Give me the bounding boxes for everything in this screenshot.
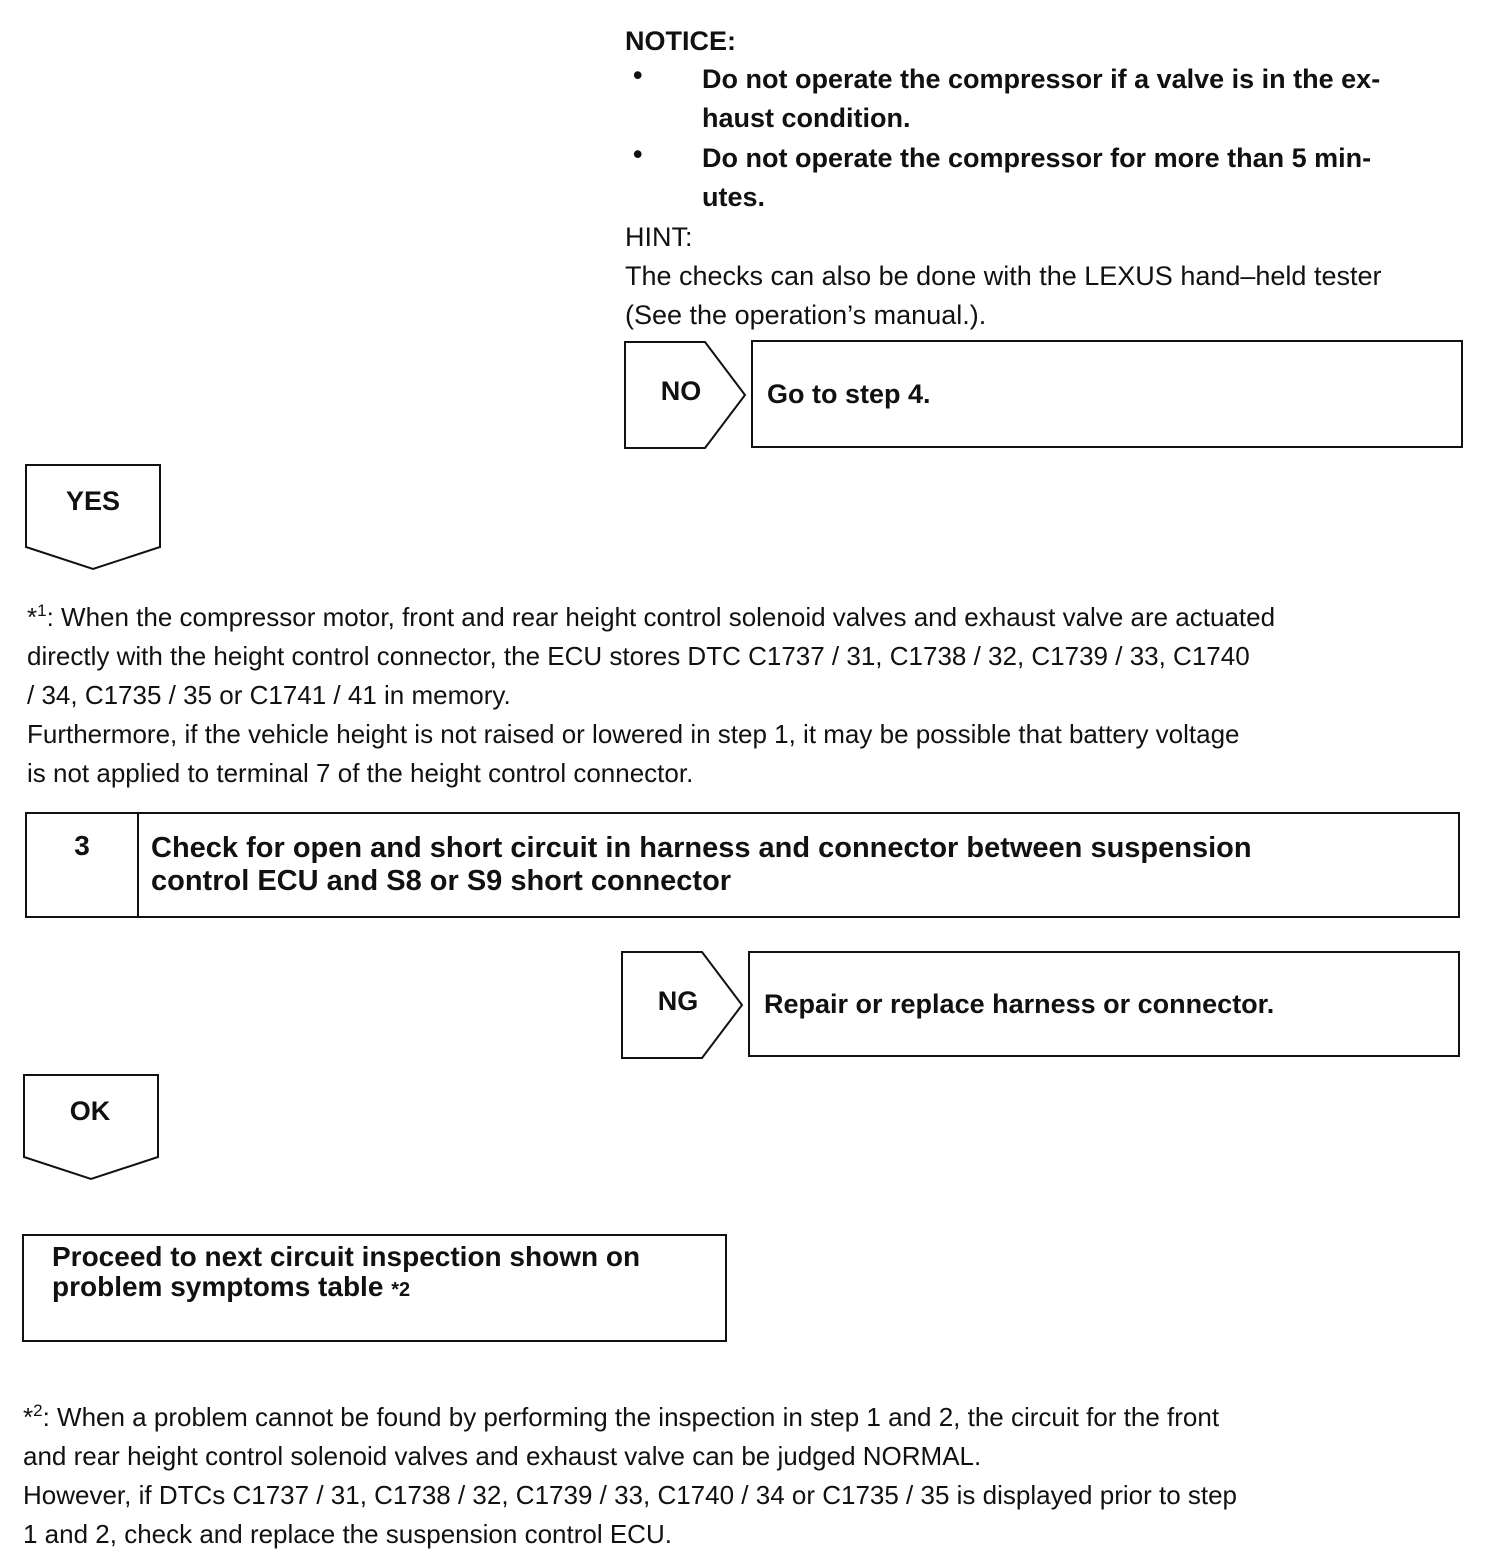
ok-label: OK <box>69 1096 111 1126</box>
step-title-line1: Check for open and short circuit in harness and connector between suspension <box>151 832 1252 864</box>
footnote-2-line4: 1 and 2, check and replace the suspension control ECU. <box>23 1519 672 1549</box>
yes-label: YES <box>65 486 121 516</box>
ng-result-text: Repair or replace harness or connector. <box>764 988 1275 1019</box>
ng-label: NG <box>657 986 699 1016</box>
step-3-header <box>25 812 1460 918</box>
final-footnote-marker: *2 <box>391 1279 411 1301</box>
footnote-2-sup: 2 <box>33 1401 43 1420</box>
final-line1: Proceed to next circuit inspection shown on <box>52 1241 641 1272</box>
footnote-2-line1 <box>23 1398 1483 1437</box>
footnote-1-line1 <box>27 598 1477 637</box>
notice-item-1-line2: haust condition. <box>702 103 911 133</box>
no-label: NO <box>660 376 702 406</box>
bullet-symbol: • <box>633 60 643 90</box>
step-title-line2: control ECU and S8 or S9 short connector <box>151 865 732 897</box>
footnote-1-line4: Furthermore, if the vehicle height is not raised or lowered in step 1, it may be possible that battery voltage <box>27 719 1240 749</box>
ng-result-box <box>748 951 1460 1057</box>
footnote-2-line3: However, if DTCs C1737 / 31, C1738 / 32, C1739 / 33, C1740 / 34 or C1735 / 35 is displayed prior to step <box>23 1480 1238 1510</box>
footnote-1-sup: 1 <box>37 601 47 620</box>
footnote-2 <box>23 1398 1483 1554</box>
footnote-1-marker: * <box>27 602 38 632</box>
hint-title: HINT: <box>625 222 693 252</box>
notice-item-2 <box>702 139 1472 217</box>
hint-block <box>625 218 1485 335</box>
notice-item-1 <box>702 60 1472 138</box>
notice-item-2-line1: Do not operate the compressor for more than 5 min- <box>702 143 1372 173</box>
bullet-symbol: • <box>633 139 643 169</box>
footnote-1-line5: is not applied to terminal 7 of the height control connector. <box>27 758 694 788</box>
step-number: 3 <box>27 814 139 916</box>
footnote-1-line1-text: : When the compressor motor, front and rear height control solenoid valves and exhaust valve are actuated <box>46 602 1276 632</box>
footnote-1 <box>27 598 1477 793</box>
no-result-text: Go to step 4. <box>767 378 931 409</box>
footnote-2-line1-text: : When a problem cannot be found by performing the inspection in step 1 and 2, the circuit for the front <box>42 1402 1220 1432</box>
footnote-1-line2: directly with the height control connector, the ECU stores DTC C1737 / 31, C1738 / 32, C1739 / 33, C1740 <box>27 641 1250 671</box>
final-line2-text: problem symptoms table <box>52 1271 384 1302</box>
step-title <box>139 814 1458 916</box>
notice-item-1-line1: Do not operate the compressor if a valve is in the ex- <box>702 64 1381 94</box>
footnote-1-line3: / 34, C1735 / 35 or C1741 / 41 in memory. <box>27 680 511 710</box>
yes-arrow <box>24 463 164 573</box>
footnote-2-marker: * <box>23 1402 34 1432</box>
hint-line2: (See the operation’s manual.). <box>625 300 987 330</box>
final-step-box <box>22 1234 727 1342</box>
footnote-2-line2: and rear height control solenoid valves and exhaust valve can be judged NORMAL. <box>23 1441 982 1471</box>
hint-line1: The checks can also be done with the LEXUS hand–held tester <box>625 261 1382 291</box>
notice-title: NOTICE: <box>625 26 736 56</box>
final-line2 <box>52 1272 697 1305</box>
ok-arrow <box>22 1073 162 1183</box>
notice-item-2-line2: utes. <box>702 182 766 212</box>
no-result-box <box>751 340 1463 448</box>
